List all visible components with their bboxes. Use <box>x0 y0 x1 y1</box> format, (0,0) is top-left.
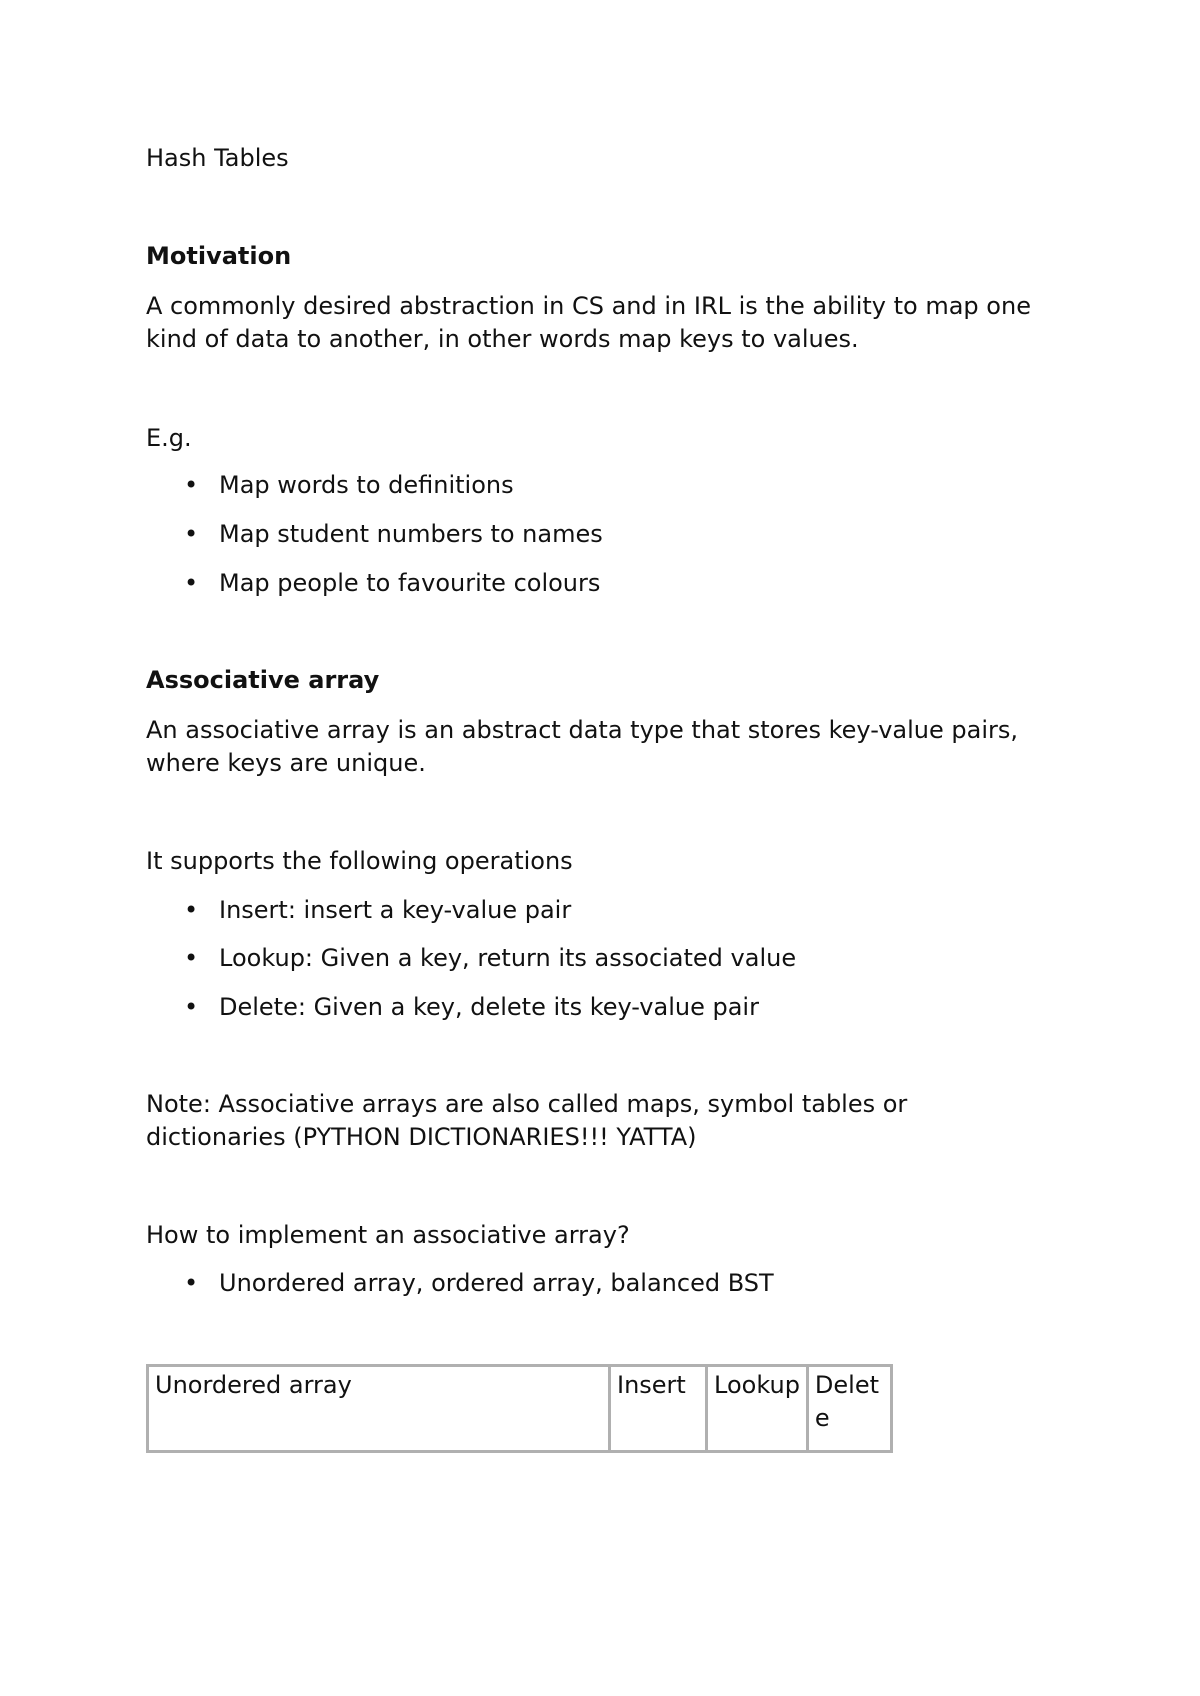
example-bullet-3: Map people to favourite colours <box>219 569 601 597</box>
table-header-unordered-array: Unordered array <box>148 1366 610 1452</box>
implementation-question: How to implement an associative array? <box>146 1221 630 1249</box>
associative-text-line-2: where keys are unique. <box>146 749 426 777</box>
motivation-heading: Motivation <box>146 242 292 270</box>
eg-label: E.g. <box>146 424 192 452</box>
example-bullet-2: Map student numbers to names <box>219 520 603 548</box>
implementation-bullet: Unordered array, ordered array, balanced BST <box>219 1269 774 1297</box>
complexity-table <box>146 1364 893 1453</box>
bullet-icon: • <box>184 944 199 972</box>
table-header-insert: Insert <box>610 1366 707 1452</box>
example-bullet-1: Map words to definitions <box>219 471 514 499</box>
note-line-1: Note: Associative arrays are also called maps, symbol tables or <box>146 1090 908 1118</box>
document-title: Hash Tables <box>146 144 289 172</box>
motivation-text-line-1: A commonly desired abstraction in CS and in IRL is the ability to map one <box>146 292 1031 320</box>
bullet-icon: • <box>184 569 199 597</box>
bullet-icon: • <box>184 1269 199 1297</box>
note-line-2: dictionaries (PYTHON DICTIONARIES!!! YATTA) <box>146 1123 697 1151</box>
motivation-text-line-2: kind of data to another, in other words map keys to values. <box>146 325 859 353</box>
operation-bullet-delete: Delete: Given a key, delete its key-value pair <box>219 993 759 1021</box>
operations-intro: It supports the following operations <box>146 847 573 875</box>
bullet-icon: • <box>184 520 199 548</box>
associative-array-heading: Associative array <box>146 666 380 694</box>
operation-bullet-insert: Insert: insert a key-value pair <box>219 896 572 924</box>
associative-text-line-1: An associative array is an abstract data type that stores key-value pairs, <box>146 716 1019 744</box>
bullet-icon: • <box>184 896 199 924</box>
bullet-icon: • <box>184 471 199 499</box>
table-header-delete: Delete <box>807 1366 891 1452</box>
bullet-icon: • <box>184 993 199 1021</box>
table-header-lookup: Lookup <box>707 1366 808 1452</box>
operation-bullet-lookup: Lookup: Given a key, return its associated value <box>219 944 797 972</box>
table-row <box>148 1366 892 1452</box>
